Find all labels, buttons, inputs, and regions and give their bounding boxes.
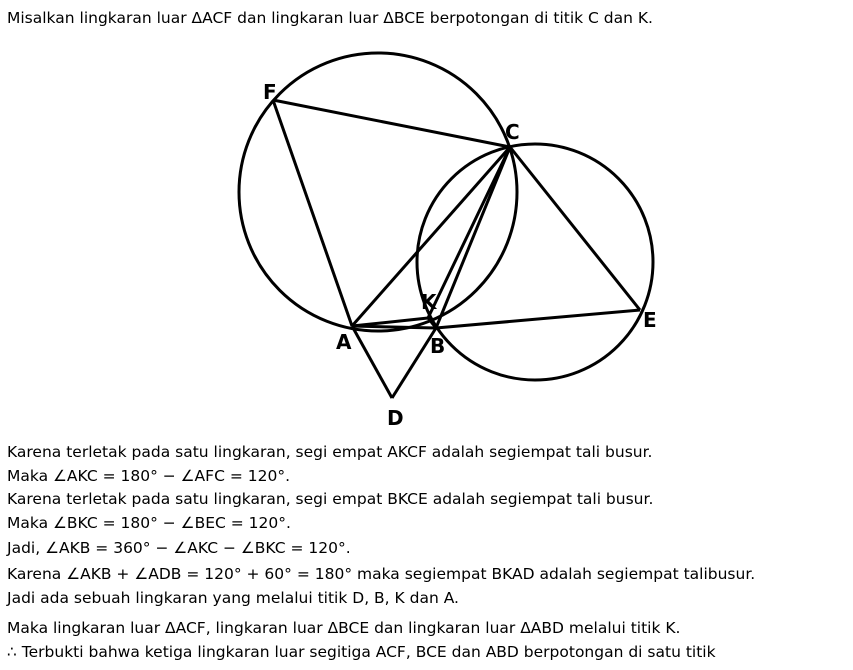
segment-be: [436, 310, 640, 328]
segment-ce: [510, 147, 640, 310]
conclusion-line-2: ∴ Terbukti bahwa ketiga lingkaran luar segitiga ACF, BCE dan ABD berpotongan di satu titik: [7, 643, 716, 661]
circumcircle-acf: [239, 53, 517, 331]
segment-fc: [273, 100, 510, 147]
proof-line-4: Maka ∠BKC = 180° − ∠BEC = 120°.: [7, 514, 291, 532]
proof-line-2: Maka ∠AKC = 180° − ∠AFC = 120°.: [7, 467, 290, 485]
label-f: F: [263, 80, 277, 104]
proof-line-7: Jadi ada sebuah lingkaran yang melalui titik D, B, K dan A.: [7, 589, 459, 607]
proof-line-3: Karena terletak pada satu lingkaran, segi empat BKCE adalah segiempat tali busur.: [7, 490, 654, 508]
label-d: D: [387, 406, 404, 430]
segment-bc: [436, 147, 510, 328]
label-e: E: [643, 308, 657, 332]
label-a: A: [336, 330, 352, 354]
segment-kc: [428, 147, 510, 318]
segment-ab: [352, 326, 436, 328]
proof-line-5: Jadi, ∠AKB = 360° − ∠AKC − ∠BKC = 120°.: [7, 539, 351, 557]
label-k: K: [421, 290, 437, 314]
proof-line-1: Karena terletak pada satu lingkaran, segi empat AKCF adalah segiempat tali busur.: [7, 443, 653, 461]
conclusion-line-1: Maka lingkaran luar ΔACF, lingkaran luar ΔBCE dan lingkaran luar ΔABD melalui titik K.: [7, 619, 681, 637]
label-b: B: [430, 334, 446, 358]
proof-line-6: Karena ∠AKB + ∠ADB = 120° + 60° = 180° maka segiempat BKAD adalah segiempat talibusur.: [7, 565, 756, 583]
segment-fa: [273, 100, 352, 326]
label-c: C: [505, 120, 520, 144]
segment-ad: [352, 326, 392, 398]
intro-text: Misalkan lingkaran luar ΔACF dan lingkaran luar ΔBCE berpotongan di titik C dan K.: [7, 9, 653, 27]
